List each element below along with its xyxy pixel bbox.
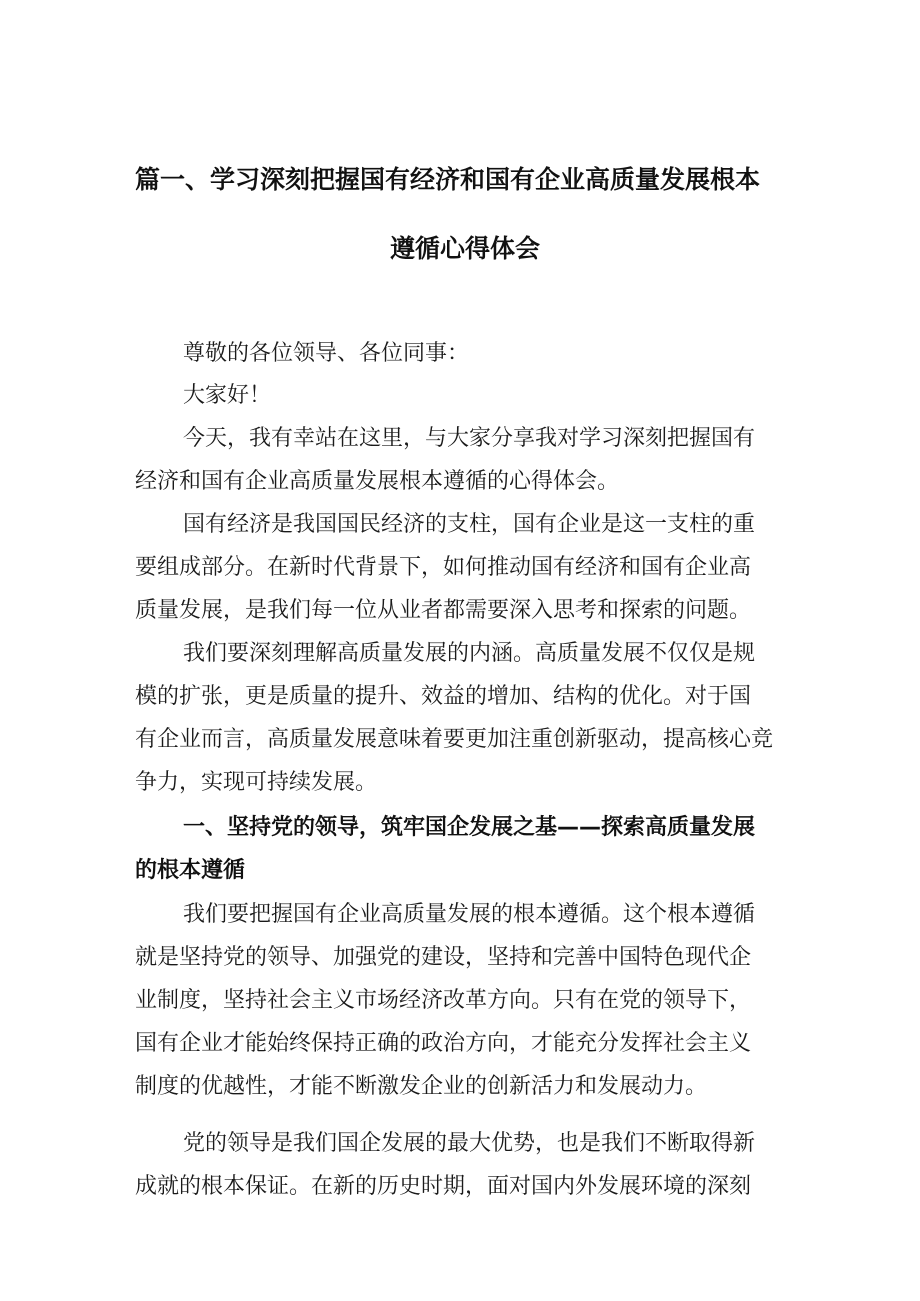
body-line: 国有经济是我国国民经济的支柱，国有企业是这一支柱的重 (183, 512, 756, 537)
body-line: 国有企业才能始终保持正确的政治方向，才能充分发挥社会主义 (135, 1031, 752, 1056)
body-line: 争力，实现可持续发展。 (135, 770, 378, 795)
salutation: 尊敬的各位领导、各位同事： (183, 341, 470, 366)
body-line: 经济和国有企业高质量发展根本遵循的心得体会。 (135, 469, 620, 494)
body-line: 模的扩张，更是质量的提升、效益的增加、结构的优化。对于国 (135, 684, 752, 709)
document-title-line-1: 篇一、学习深刻把握国有经济和国有企业高质量发展根本 (135, 165, 761, 194)
body-line: 我们要把握国有企业高质量发展的根本遵循。这个根本遵循 (183, 902, 756, 927)
body-line: 质量发展，是我们每一位从业者都需要深入思考和探索的问题。 (135, 598, 752, 623)
section-heading-line-2: 的根本遵循 (135, 858, 246, 883)
greeting: 大家好！ (183, 383, 272, 408)
body-line: 制度的优越性，才能不断激发企业的创新活力和发展动力。 (135, 1074, 708, 1099)
body-line: 就是坚持党的领导、加强党的建设，坚持和完善中国特色现代企 (135, 945, 752, 970)
body-line: 党的领导是我们国企发展的最大优势，也是我们不断取得新 (183, 1131, 756, 1156)
document-title-line-2: 遵循心得体会 (390, 234, 541, 263)
body-line: 今天，我有幸站在这里，与大家分享我对学习深刻把握国有 (183, 426, 756, 451)
body-line: 要组成部分。在新时代背景下，如何推动国有经济和国有企业高 (135, 555, 752, 580)
body-line: 业制度，坚持社会主义市场经济改革方向。只有在党的领导下， (135, 988, 752, 1013)
body-line: 我们要深刻理解高质量发展的内涵。高质量发展不仅仅是规 (183, 641, 756, 666)
body-line: 有企业而言，高质量发展意味着要更加注重创新驱动，提高核心竞 (135, 727, 774, 752)
body-line: 成就的根本保证。在新的历史时期，面对国内外发展环境的深刻 (135, 1174, 752, 1199)
section-heading-line-1: 一、坚持党的领导，筑牢国企发展之基——探索高质量发展 (183, 815, 756, 840)
